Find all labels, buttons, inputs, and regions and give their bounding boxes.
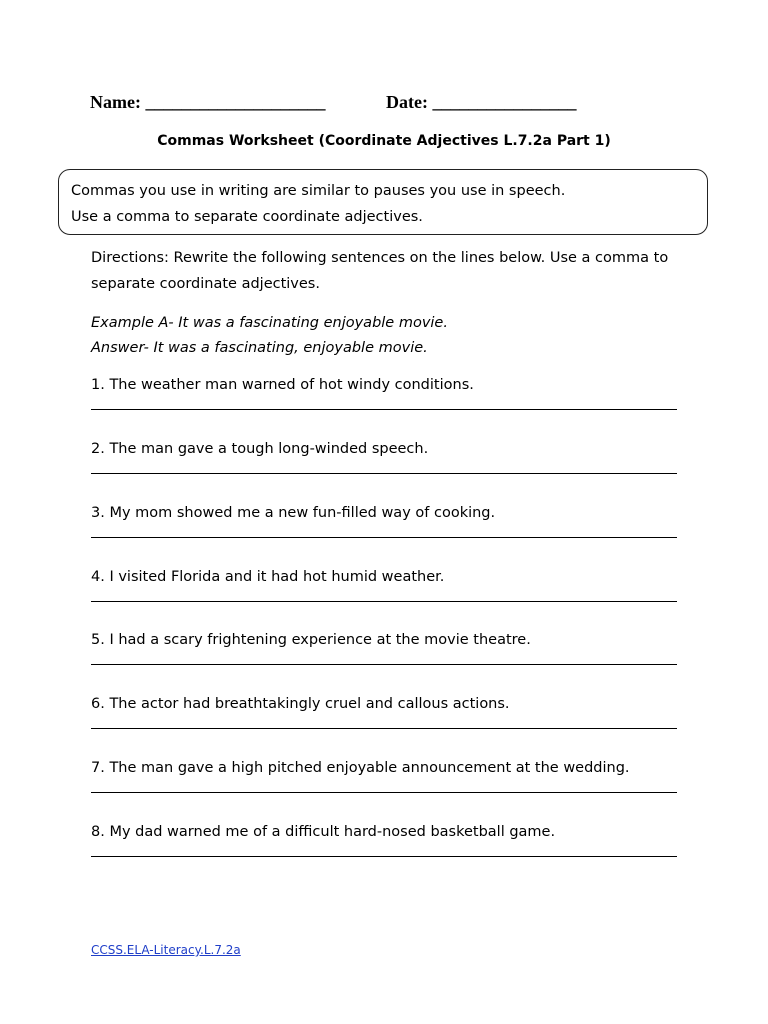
example [91,311,691,361]
question-4 [91,565,691,602]
date-field[interactable]: Date: ________________ [386,92,577,112]
answer-line[interactable] [91,664,677,665]
answer-line[interactable] [91,409,677,410]
example-question: Example A- It was a fascinating enjoyable movie. [91,315,448,331]
directions-line-2: separate coordinate adjectives. [91,276,320,292]
question-6 [91,692,691,729]
question-text: 3. My mom showed me a new fun-filled way of cooking. [91,505,496,521]
question-text: 5. I had a scary frightening experience at the movie theatre. [91,632,531,648]
rule-line-2: Use a comma to separate coordinate adjectives. [71,209,423,225]
directions [91,245,691,297]
answer-line[interactable] [91,473,677,474]
question-1 [91,373,691,410]
question-text: 8. My dad warned me of a difficult hard-nosed basketball game. [91,824,556,840]
question-7 [91,756,691,793]
example-answer: Answer- It was a fascinating, enjoyable movie. [91,340,428,356]
question-5 [91,628,691,665]
standard-link[interactable]: CCSS.ELA-Literacy.L.7.2a [91,943,241,957]
name-field[interactable]: Name: ____________________ [90,92,326,112]
question-text: 4. I visited Florida and it had hot humid weather. [91,569,445,585]
question-text: 1. The weather man warned of hot windy conditions. [91,377,474,393]
question-text: 6. The actor had breathtakingly cruel and callous actions. [91,696,510,712]
directions-line-1: Directions: Rewrite the following sentences on the lines below. Use a comma to [91,250,669,266]
worksheet-title: Commas Worksheet (Coordinate Adjectives L.7.2a Part 1) [157,133,611,149]
question-text: 7. The man gave a high pitched enjoyable announcement at the wedding. [91,760,630,776]
answer-line[interactable] [91,728,677,729]
rule-line-1: Commas you use in writing are similar to pauses you use in speech. [71,183,566,199]
question-8 [91,820,691,857]
question-3 [91,501,691,538]
answer-line[interactable] [91,537,677,538]
answer-line[interactable] [91,792,677,793]
question-text: 2. The man gave a tough long-winded speech. [91,441,429,457]
question-2 [91,437,691,474]
rule-box [58,169,708,235]
answer-line[interactable] [91,601,677,602]
answer-line[interactable] [91,856,677,857]
